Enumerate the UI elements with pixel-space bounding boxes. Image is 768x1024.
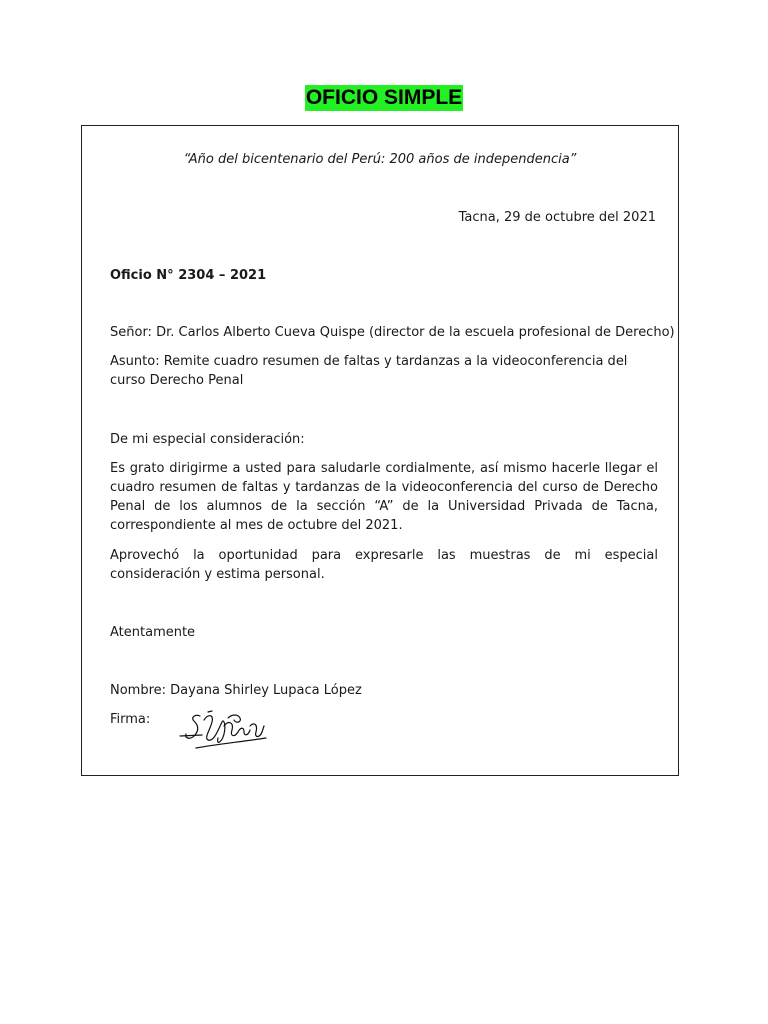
signature-label: Firma: — [110, 712, 151, 727]
handwritten-signature — [178, 708, 270, 752]
date-line: Tacna, 29 de octubre del 2021 — [458, 210, 656, 225]
body-paragraph-1: Es grato dirigirme a usted para saludarle cordialmente, así mismo hacerle llegar el cuadro resumen de faltas y tardanzas de la videoconferencia del curso de Derecho Penal de los alumnos de la sección “A” de la Universidad Privada de Tacna, correspondiente al mes de octubre del 2021. — [110, 461, 658, 533]
document-title-text: OFICIO SIMPLE — [305, 86, 463, 109]
name-line: Nombre: Dayana Shirley Lupaca López — [110, 683, 362, 698]
recipient-line: Señor: Dr. Carlos Alberto Cueva Quispe (director de la escuela profesional de Derecho) — [110, 325, 675, 340]
letter-frame — [81, 125, 679, 776]
document-title — [0, 85, 768, 111]
closing-line: Atentamente — [110, 625, 196, 640]
greeting-line: De mi especial consideración: — [110, 432, 305, 447]
year-motto: “Año del bicentenario del Perú: 200 años de independencia” — [183, 152, 577, 167]
subject-line: Asunto: Remite cuadro resumen de faltas y tardanzas a la videoconferencia del curso Derecho Penal — [110, 354, 628, 388]
reference-number: Oficio N° 2304 – 2021 — [110, 268, 267, 283]
body-paragraph-2: Aprovechó la oportunidad para expresarle las muestras de mi especial consideración y estima personal. — [110, 548, 658, 582]
